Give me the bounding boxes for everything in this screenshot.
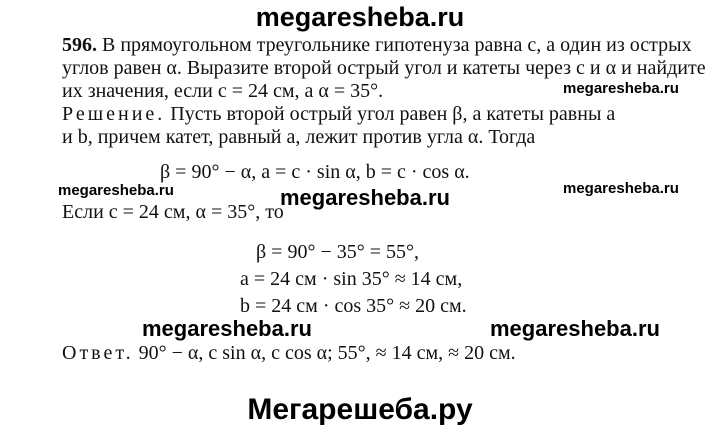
answer-label: Ответ. [62, 342, 134, 364]
formula-1: β = 90° − α, a = c · sin α, b = c · cos α. [160, 161, 470, 183]
answer-text: 90° − α, c sin α, c cos α; 55°, ≈ 14 см, ≈ 20 см. [138, 342, 516, 364]
watermark-lower-left: megaresheba.ru [142, 316, 312, 341]
solution-text-1: Пусть второй острый угол равен β, а катеты равны a [170, 103, 616, 125]
watermark-bottom: Мегарешеба.ру [247, 393, 473, 426]
problem-line-1 [62, 34, 692, 57]
solution-line-1 [62, 103, 615, 126]
problem-number: 596. [62, 34, 97, 56]
problem-text-1: В прямоугольном треугольнике гипотенуза равна c, а один из острых [102, 34, 692, 56]
watermark-lower-right: megaresheba.ru [490, 316, 660, 341]
watermark-center: megaresheba.ru [280, 185, 450, 210]
solution-text-3: Если c = 24 см, α = 35°, то [62, 201, 284, 223]
problem-text-3: их значения, если c = 24 см, а α = 35°. [62, 80, 384, 102]
watermark-right-small: megaresheba.ru [563, 80, 679, 97]
formula-2: β = 90° − 35° = 55°, [256, 241, 420, 263]
solution-text-2: и b, причем катет, равный a, лежит против угла α. Тогда [62, 126, 536, 148]
watermark-left-small: megaresheba.ru [58, 182, 174, 199]
watermark-right-small-2: megaresheba.ru [563, 180, 679, 197]
solution-label: Решение. [62, 103, 166, 125]
problem-text-2: углов равен α. Выразите второй острый угол и катеты через c и α и найдите [62, 57, 706, 79]
watermark-top: megaresheba.ru [255, 2, 465, 32]
formula-4: b = 24 см · cos 35° ≈ 20 см. [240, 295, 467, 317]
answer-line [62, 342, 516, 365]
formula-3: a = 24 см · sin 35° ≈ 14 см, [240, 268, 463, 290]
